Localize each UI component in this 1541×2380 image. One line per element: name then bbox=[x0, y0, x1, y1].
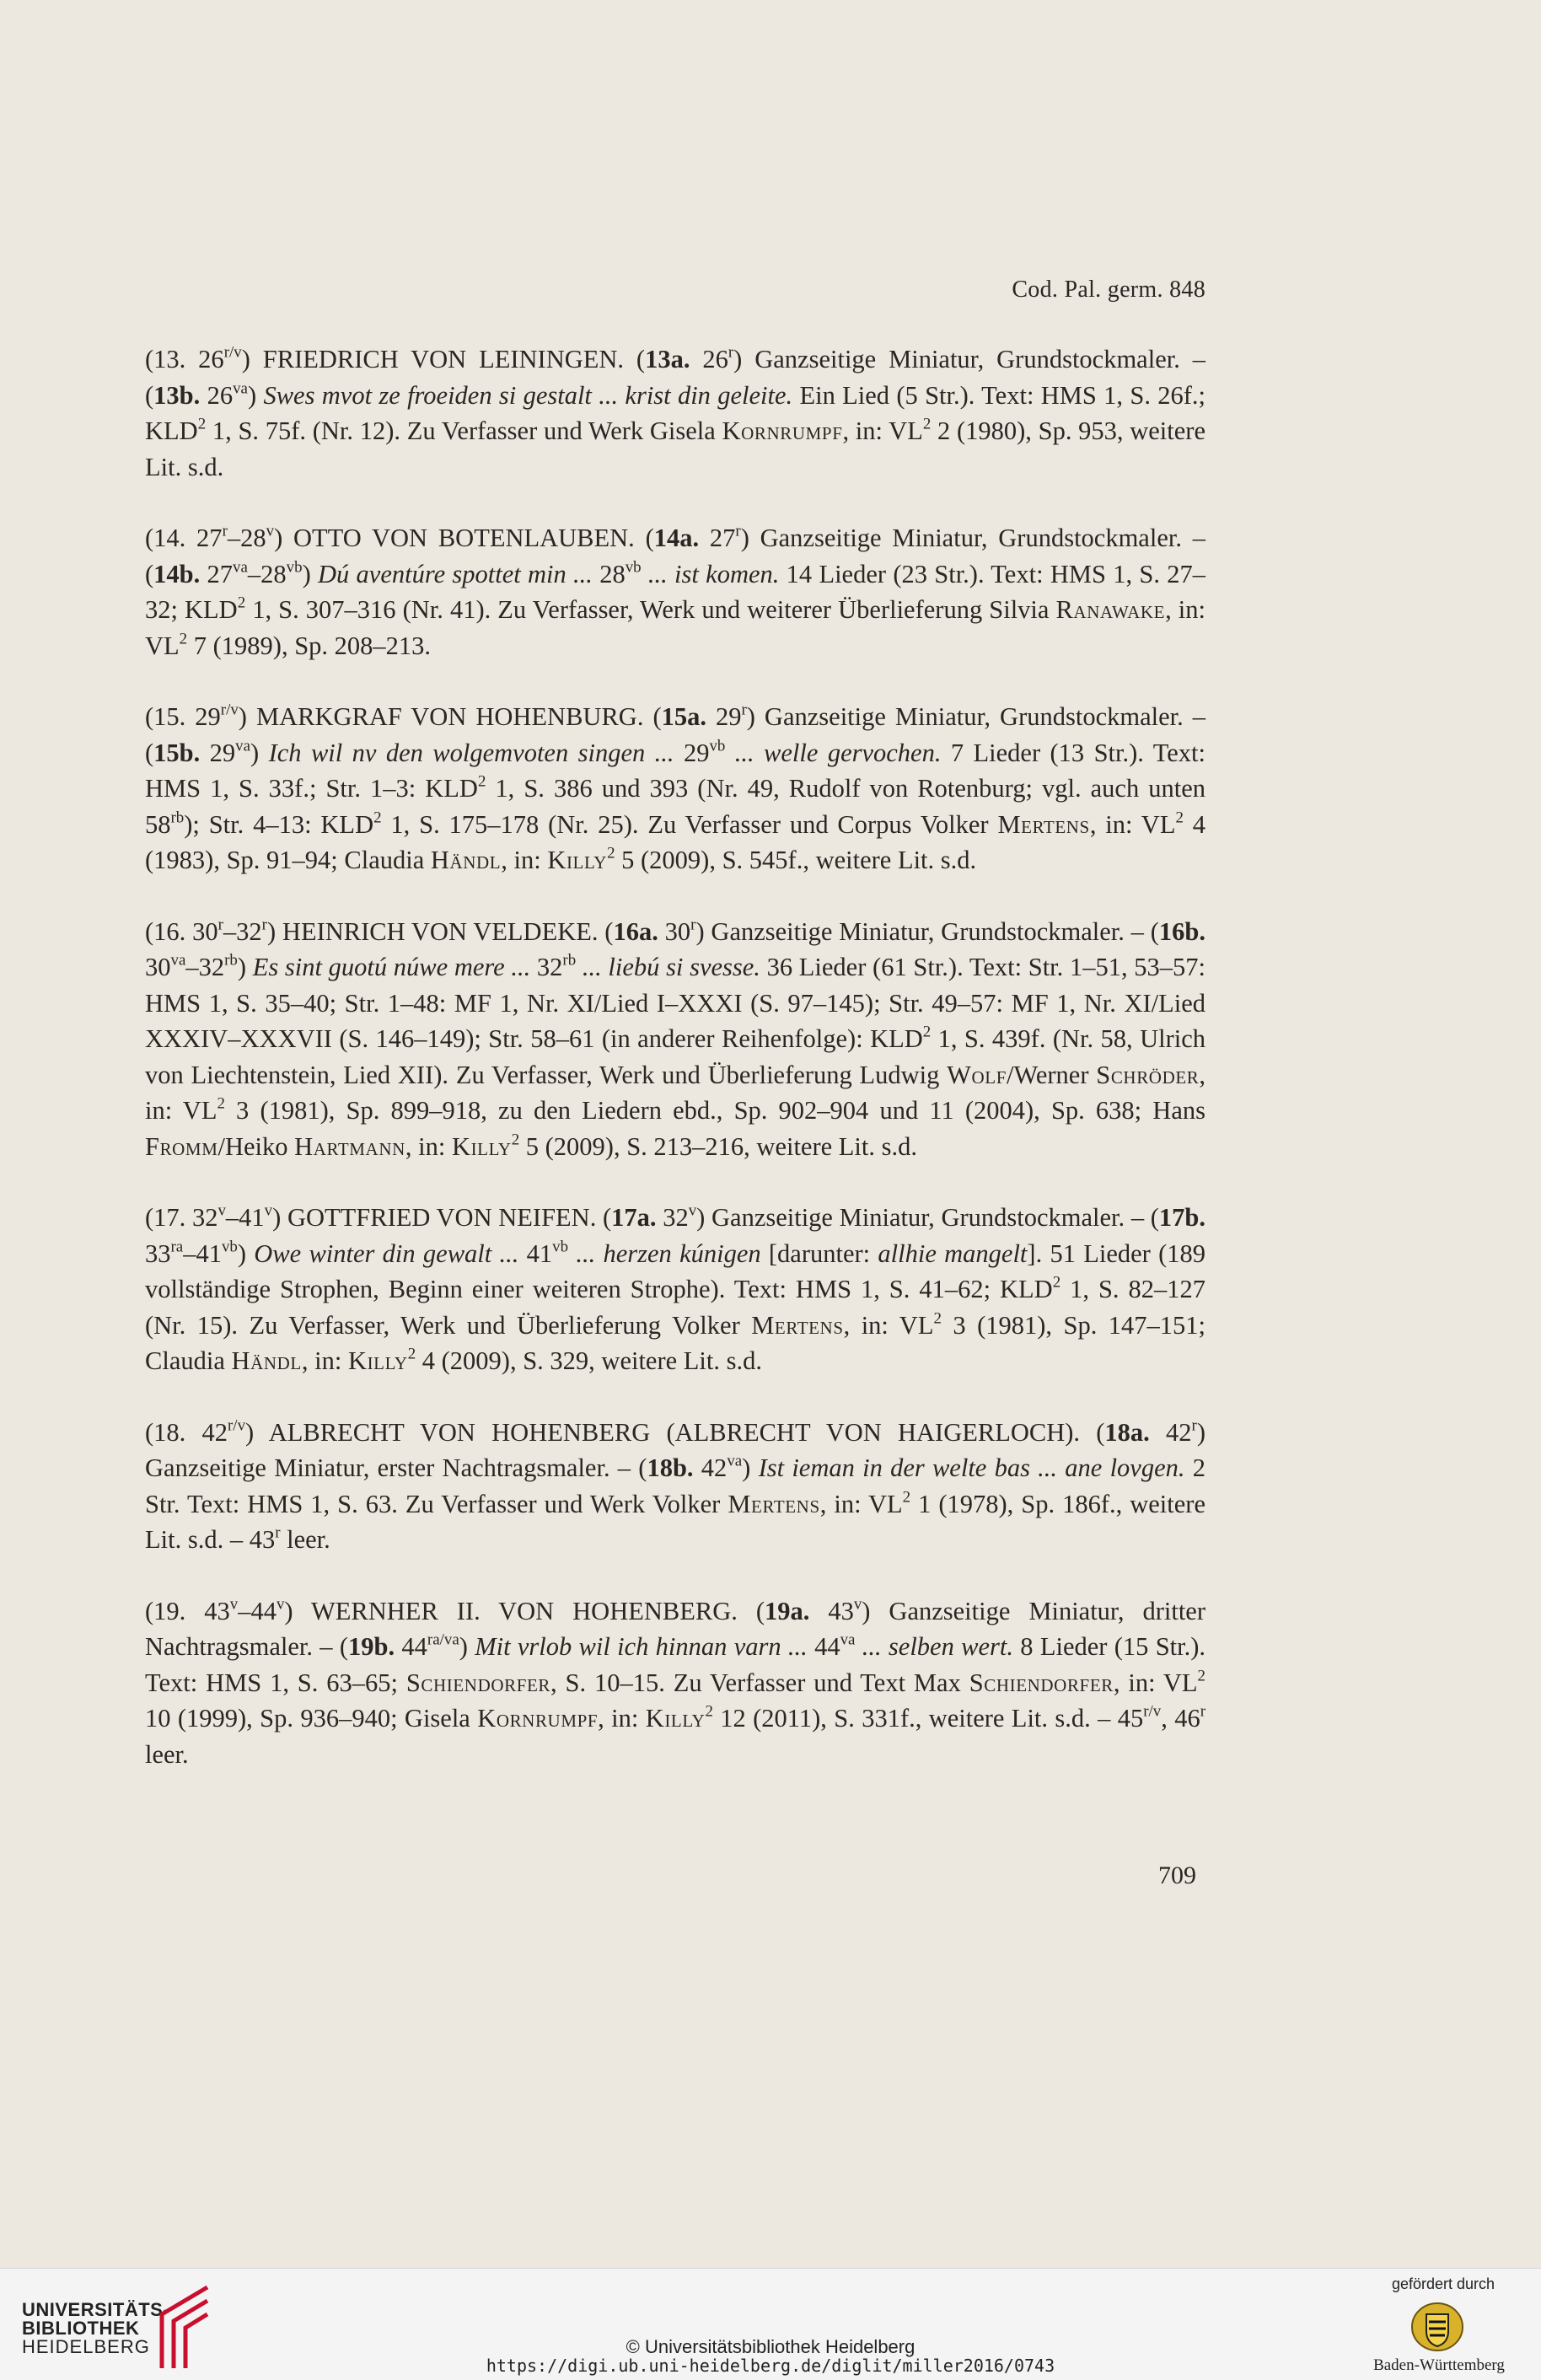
catalog-entry-14: (14. 27$^r$–28$^v$) OTTO VON BOTENLAUBEN. (14a. 27$^r$) Ganzseitige Miniatur, Grundstockmaler. – (14b. $27^{va}-28^{vb}$) Dú aventúre spottet min ... $28^{vb}$ ... ist komen. 14 Lieder (23 Str.). Text: HMS 1, S. 27–32; KLD$^2$ 1, S. 307–316 (Nr. 41). Zu Verfasser, Werk und weiterer Überlieferung Silvia Ranawake, in: $VL^2$ 7 (1989), Sp. 208–213. bbox=[145, 522, 1205, 660]
catalog-entry-16: (16. 30$^r$–32$^r$) HEINRICH VON VELDEKE. (16a. 30$^r$) Ganzseitige Miniatur, Grundstockmaler. – (16b. $30^{va}-32^{rb}$) Es sint guotú núwe mere ... $32^{rb}$ ... liebú si svesse. 36 Lieder (61 Str.). Text: Str. 1–51, 53–57: HMS 1, S. 35–40; Str. 1–48: MF 1, Nr. XI/Lied I–XXXI (S. 97–145); Str. 49–57: MF 1, Nr. XI/Lied XXXIV–XXXVII (S. 146–149); Str. 58–61 (in anderer Reihenfolge): KLD$^2$ 1, S. 439f. (Nr. 58, Ulrich von Liechtenstein, Lied XII). Zu Verfasser, Werk und Überlieferung Ludwig Wolf/Werner Schröder, in: $VL^2$ 3 (1981), Sp. 899–918, zu den Liedern ebd., Sp. 902–904 und 11 (2004), Sp. 638; Hans Fromm/Heiko Hartmann, in: Killy$^2$ 5 (2009), S. 213–216, weitere Lit. s.d. bbox=[145, 916, 1205, 1161]
catalog-entry-18: (18. $42^{r/v}$) ALBRECHT VON HOHENBERG (ALBRECHT VON HAIGERLOCH). (18a. 42$^r$) Ganzseitige Miniatur, erster Nachtragsmaler. – (18b. $42^{va}$) Ist ieman in der welte bas ... ane lovgen. 2 Str. Text: HMS 1, S. 63. Zu Verfasser und Werk Volker Mertens, in: $VL^2$ 1 (1978), Sp. 186f., weitere Lit. s.d. – 43$^r$ leer. bbox=[145, 1416, 1205, 1554]
footer-bar bbox=[0, 2268, 1541, 2380]
catalog-entry-17: (17. 32$^v$–41$^v$) GOTTFRIED VON NEIFEN. (17a. 32$^v$) Ganzseitige Miniatur, Grundstockmaler. – (17b. $33^{ra}-41^{vb}$) Owe winter din gewalt ... $41^{vb}$ ... herzen kúnigen [darunter: allhie mangelt]. 51 Lieder (189 vollständige Strophen, Beginn einer weiteren Strophe). Text: HMS 1, S. 41–62; KLD$^2$ 1, S. 82–127 (Nr. 15). Zu Verfasser, Werk und Überlieferung Volker Mertens, in: $VL^2$ 3 (1981), Sp. 147–151; Claudia Händl, in: Killy$^2$ 4 (2009), S. 329, weitere Lit. s.d. bbox=[145, 1201, 1206, 1375]
catalog-entry-15: (15. $29^{r/v}$) MARKGRAF VON HOHENBURG. (15a. 29$^r$) Ganzseitige Miniatur, Grundstockmaler. – (15b. $29^{va}$) Ich wil nv den wolgemvoten singen ... $29^{vb}$ ... welle gervochen. 7 Lieder (13 Str.). Text: HMS 1, S. 33f.; Str. 1–3: KLD$^2$ 1, S. 386 und 393 (Nr. 49, Rudolf von Rotenburg; vgl. auch unten $58^{rb}$); Str. 4–13: KLD$^2$ 1, S. 175–178 (Nr. 25). Zu Verfasser und Corpus Volker Mertens, in: $VL^2$ 4 (1983), Sp. 91–94; Claudia Händl, in: Killy$^2$ 5 (2009), S. 545f., weitere Lit. s.d. bbox=[145, 701, 1205, 874]
catalog-text bbox=[145, 341, 1205, 1808]
page-number: 709 bbox=[1158, 1862, 1196, 1889]
copyright-notice: © Universitätsbibliothek Heidelberg bbox=[626, 2336, 915, 2357]
permalink-url[interactable]: https://digi.ub.uni-heidelberg.de/diglit/miller2016/0743 bbox=[486, 2356, 1055, 2376]
running-header: Cod. Pal. germ. 848 bbox=[1012, 277, 1205, 303]
funded-by-label: gefördert durch bbox=[1391, 2275, 1495, 2292]
catalog-entry-13: (13. $26^{r/v}$) FRIEDRICH VON LEININGEN. (13a. 26$^r$) Ganzseitige Miniatur, Grundstockmaler. – (13b. $26^{va}$) Swes mvot ze froeiden si gestalt ... krist din geleite. Ein Lied (5 Str.). Text: HMS 1, S. 26f.; KLD$^2$ 1, S. 75f. (Nr. 12). Zu Verfasser und Werk Gisela Kornrumpf, in: $VL^2$ 2 (1980), Sp. 953, weitere Lit. s.d. bbox=[145, 343, 1206, 481]
catalog-entry-19: (19. 43$^v$–44$^v$) WERNHER II. VON HOHENBERG. (19a. 43$^v$) Ganzseitige Miniatur, dritter Nachtragsmaler. – (19b. $44^{ra/va}$) Mit vrlob wil ich hinnan varn ... $44^{va}$ ... selben wert. 8 Lieder (15 Str.). Text: HMS 1, S. 63–65; Schiendorfer, S. 10–15. Zu Verfasser und Text Max Schiendorfer, in: $VL^2$ 10 (1999), Sp. 936–940; Gisela Kornrumpf, in: Killy$^2$ 12 (2011), S. 331f., weitere Lit. s.d. – $45^{r/v}$, 46$^r$ leer. bbox=[145, 1595, 1206, 1769]
library-name[interactable]: UNIVERSITÄTS- BIBLIOTHEK HEIDELBERG bbox=[22, 2299, 170, 2357]
state-name: Baden-Württemberg bbox=[1373, 2356, 1505, 2374]
state-crest-icon[interactable] bbox=[1409, 2299, 1465, 2355]
